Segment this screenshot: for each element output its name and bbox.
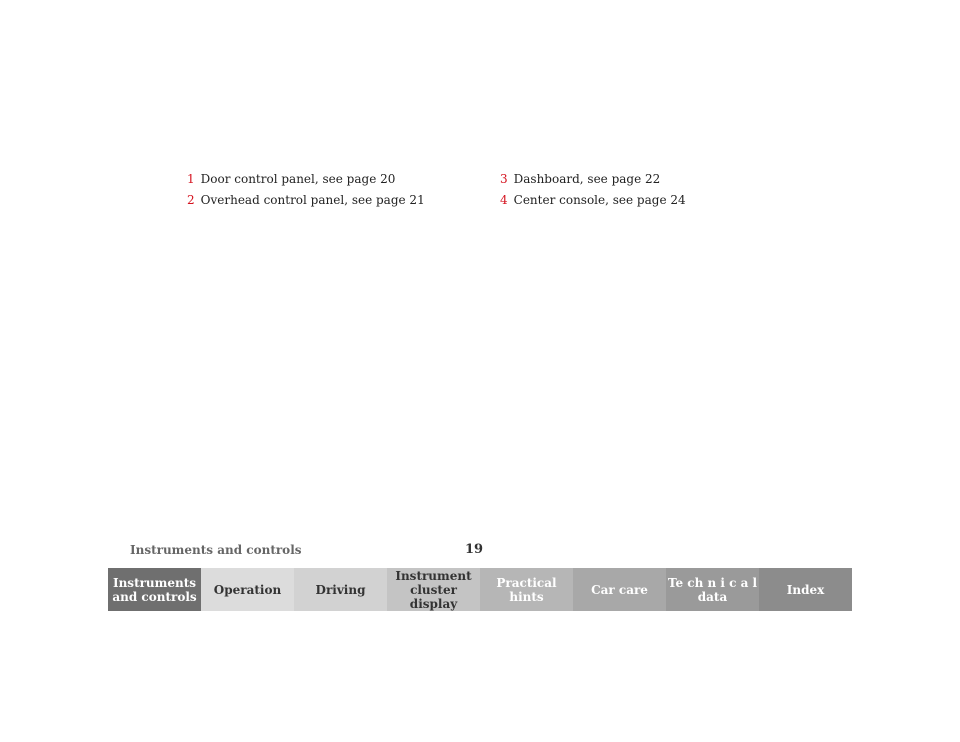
tab-car-care[interactable]: Car care — [573, 568, 666, 611]
tab-instrument-cluster-display[interactable]: Instrument cluster display — [387, 568, 480, 611]
tab-operation[interactable]: Operation — [201, 568, 294, 611]
legend-number: 1 — [187, 172, 195, 186]
legend-left-column — [187, 171, 425, 213]
legend-text: Dashboard, see page 22 — [513, 172, 661, 186]
tab-practical-hints[interactable]: Practical hints — [480, 568, 573, 611]
legend-text: Door control panel, see page 20 — [200, 172, 396, 186]
legend-item-1 — [187, 171, 425, 187]
legend-number: 2 — [187, 193, 195, 207]
legend-item-3 — [500, 171, 686, 187]
legend-item-2 — [187, 192, 425, 208]
legend-number: 4 — [500, 193, 508, 207]
tab-index[interactable]: Index — [759, 568, 852, 611]
tab-instruments-and-controls[interactable]: Instruments and controls — [108, 568, 201, 611]
legend-text: Center console, see page 24 — [513, 193, 686, 207]
legend-number: 3 — [500, 172, 508, 186]
chapter-nav-bar — [108, 568, 852, 611]
section-title: Instruments and controls — [130, 543, 302, 557]
tab-driving[interactable]: Driving — [294, 568, 387, 611]
page-number: 19 — [465, 542, 484, 557]
legend-item-4 — [500, 192, 686, 208]
tab-technical-data[interactable]: Te ch n i c a l data — [666, 568, 759, 611]
legend-text: Overhead control panel, see page 21 — [200, 193, 425, 207]
legend-right-column — [500, 171, 686, 213]
